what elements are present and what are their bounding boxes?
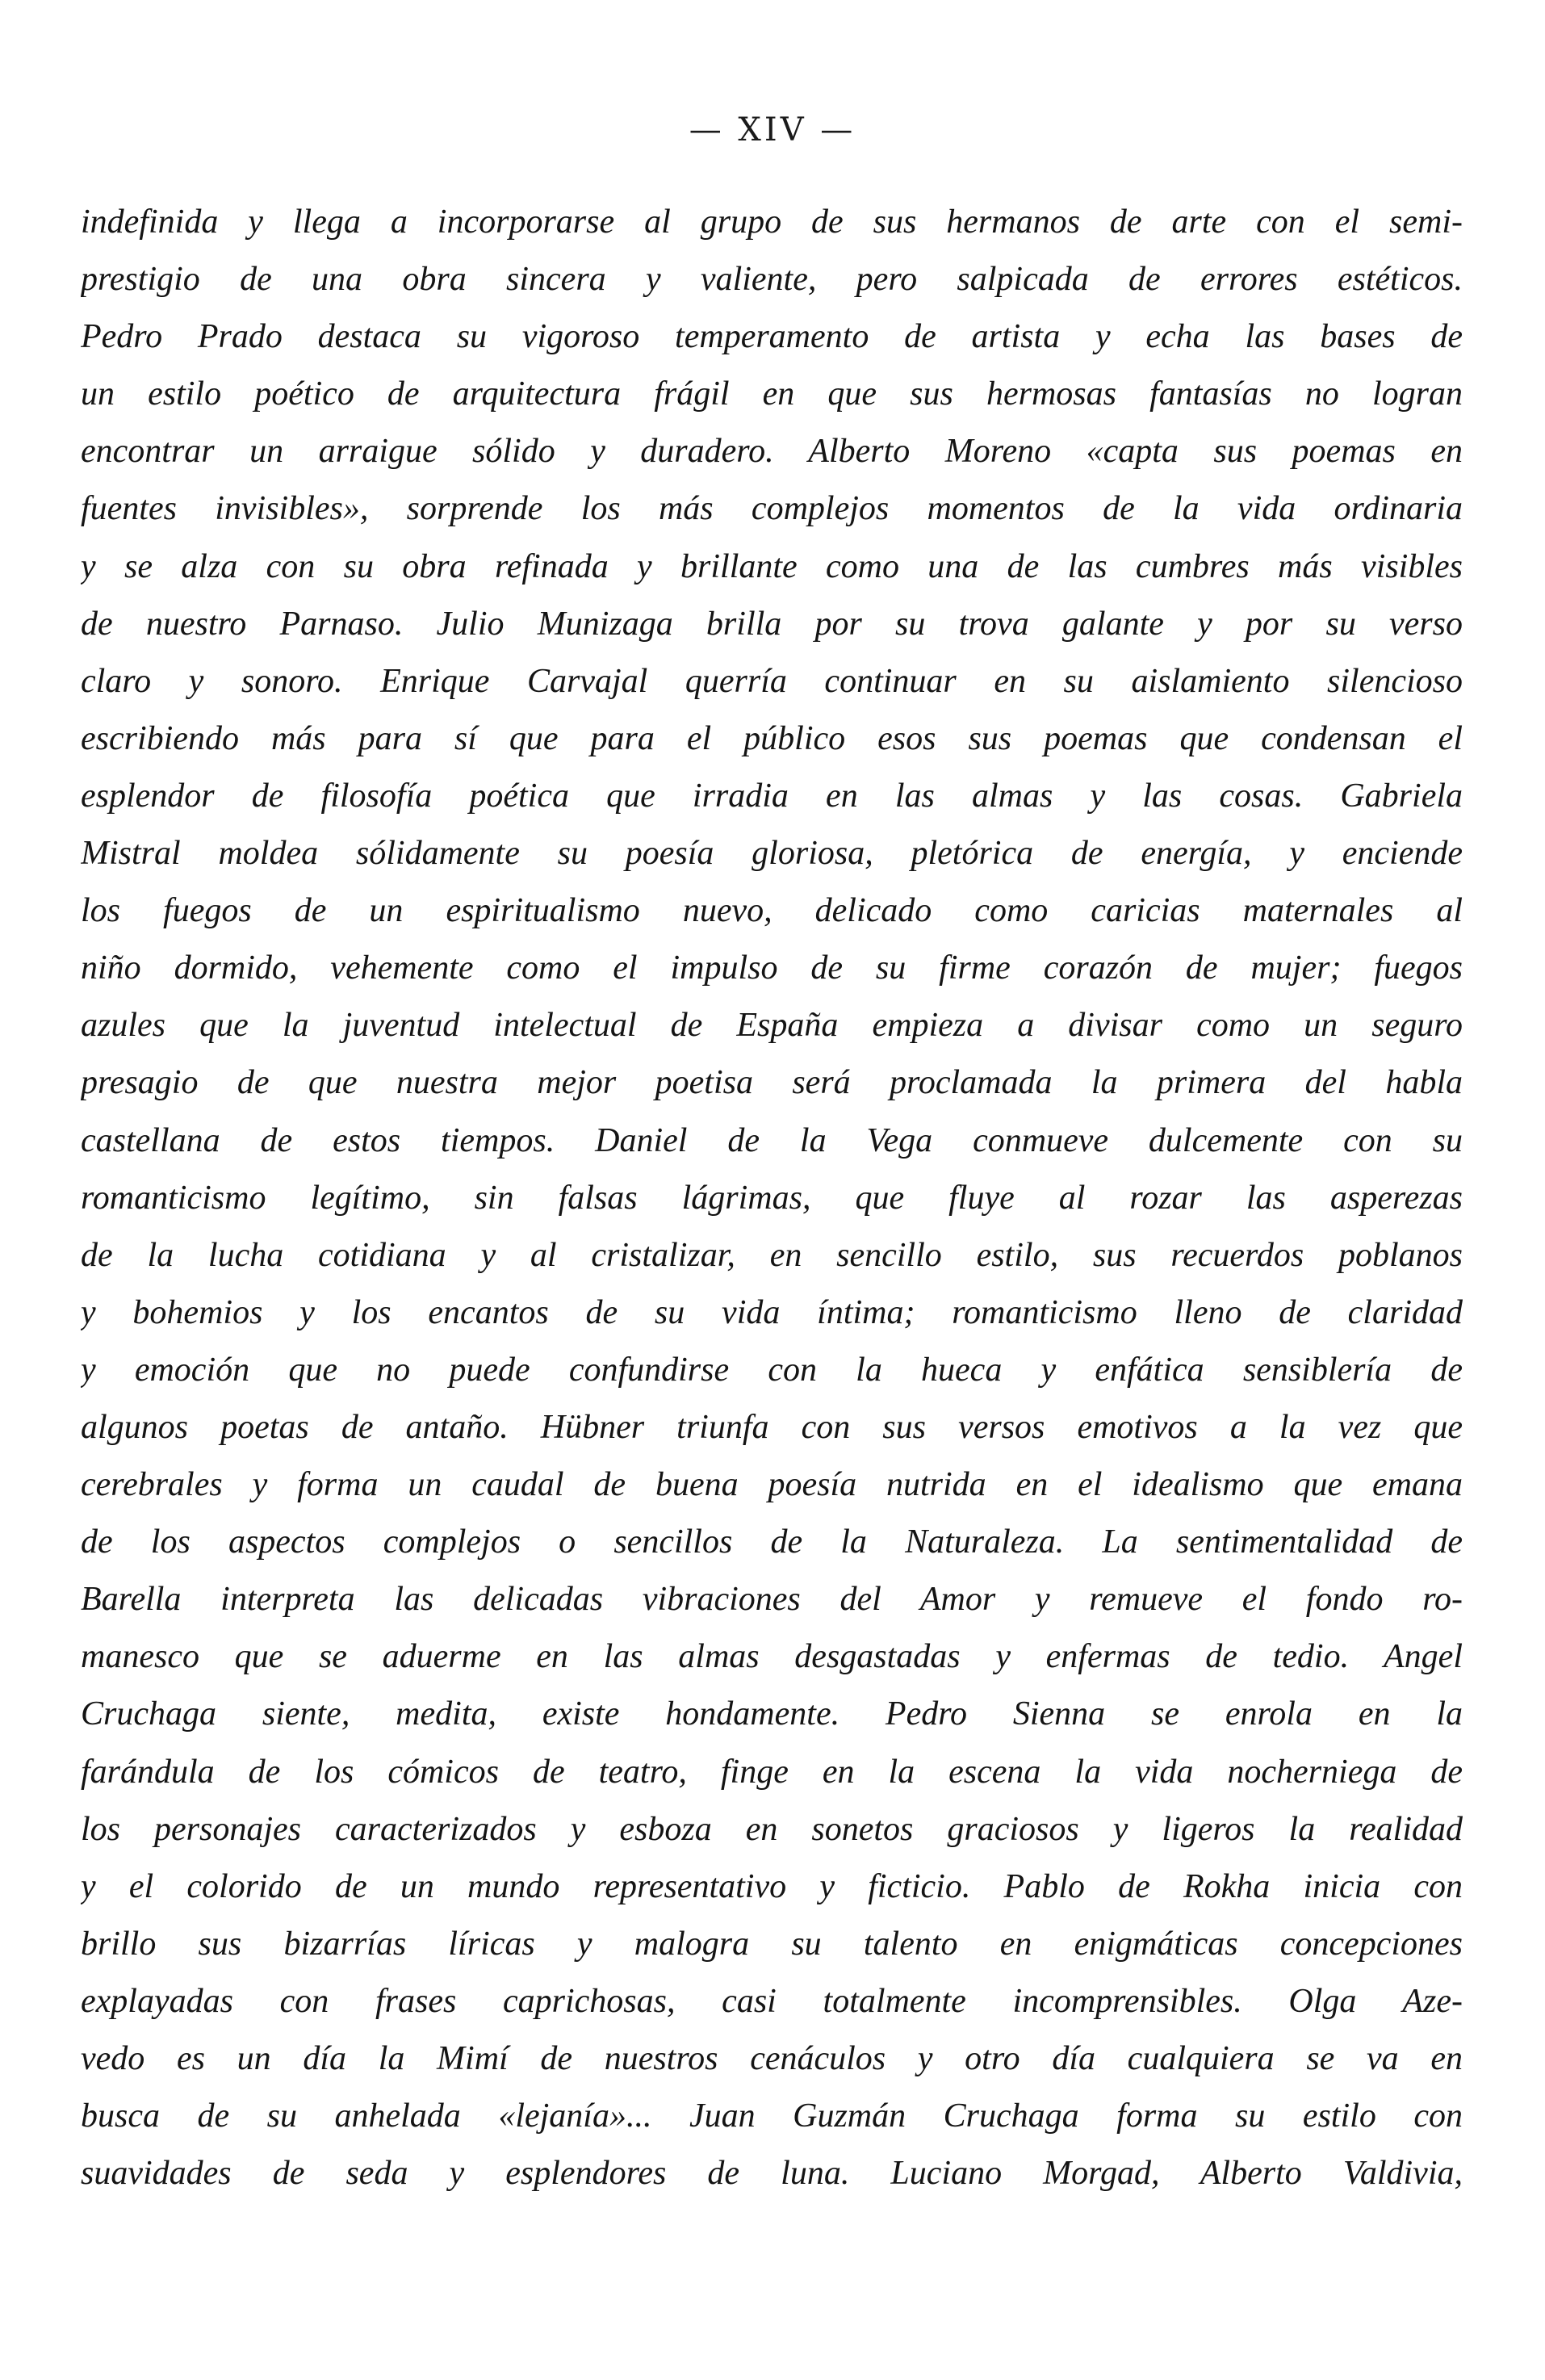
text-line: algunos poetas de antaño. Hübner triunfa con sus versos emotivos a la vez que [81, 1408, 1463, 1446]
text-line: Barella interpreta las delicadas vibraciones del Amor y remueve el fondo ro- [81, 1581, 1463, 1619]
text-line: romanticismo legítimo, sin falsas lágrimas, que fluye al rozar las asperezas [81, 1179, 1463, 1217]
text-line: Pedro Prado destaca su vigoroso temperamento de artista y echa las bases de [81, 318, 1463, 356]
text-line: de nuestro Parnaso. Julio Munizaga brilla por su trova galante y por su verso [81, 605, 1463, 643]
text-line: niño dormido, vehemente como el impulso de su firme corazón de mujer; fuegos [81, 949, 1463, 987]
text-line: y bohemios y los encantos de su vida íntima; romanticismo lleno de claridad [81, 1293, 1463, 1331]
text-line: castellana de estos tiempos. Daniel de la Vega conmueve dulcemente con su [81, 1121, 1463, 1159]
text-line: los fuegos de un espiritualismo nuevo, delicado como caricias maternales al [81, 892, 1463, 930]
text-line: Cruchaga siente, medita, existe hondamente. Pedro Sienna se enrola en la [81, 1695, 1463, 1733]
text-line: brillo sus bizarrías líricas y malogra su talento en enigmáticas concepciones [81, 1925, 1463, 1963]
text-line: los personajes caracterizados y esboza en sonetos graciosos y ligeros la realidad [81, 1810, 1463, 1848]
text-line: vedo es un día la Mimí de nuestros cenáculos y otro día cualquiera se va en [81, 2040, 1463, 2077]
text-line: un estilo poético de arquitectura frágil en que sus hermosas fantasías no logran [81, 375, 1463, 413]
text-line: claro y sonoro. Enrique Carvajal querría continuar en su aislamiento silencioso [81, 662, 1463, 700]
text-line: explayadas con frases caprichosas, casi totalmente incomprensibles. Olga Aze- [81, 1982, 1463, 2020]
text-line: indefinida y llega a incorporarse al grupo de sus hermanos de arte con el semi- [81, 203, 1463, 241]
body-text [81, 194, 1463, 2202]
text-line: presagio de que nuestra mejor poetisa será proclamada la primera del habla [81, 1064, 1463, 1102]
text-line: y el colorido de un mundo representativo y ficticio. Pablo de Rokha inicia con [81, 1867, 1463, 1905]
text-line: prestigio de una obra sincera y valiente, pero salpicada de errores estéticos. [81, 261, 1463, 299]
text-line: manesco que se aduerme en las almas desgastadas y enfermas de tedio. Angel [81, 1638, 1463, 1676]
text-line: busca de su anhelada «lejanía»... Juan Guzmán Cruchaga forma su estilo con [81, 2097, 1463, 2135]
text-line: farándula de los cómicos de teatro, finge en la escena la vida nocherniega de [81, 1753, 1463, 1791]
text-line: encontrar un arraigue sólido y duradero. Alberto Moreno «capta sus poemas en [81, 433, 1463, 471]
text-line: suavidades de seda y esplendores de luna. Luciano Morgad, Alberto Valdivia, [81, 2155, 1463, 2193]
text-line: y se alza con su obra refinada y brillante como una de las cumbres más visibles [81, 547, 1463, 585]
text-line: de los aspectos complejos o sencillos de la Naturaleza. La sentimentalidad de [81, 1523, 1463, 1561]
text-line: de la lucha cotidiana y al cristalizar, en sencillo estilo, sus recuerdos poblanos [81, 1236, 1463, 1274]
text-line: Mistral moldea sólidamente su poesía gloriosa, pletórica de energía, y enciende [81, 835, 1463, 873]
text-line: escribiendo más para sí que para el público esos sus poemas que condensan el [81, 719, 1463, 757]
text-line: y emoción que no puede confundirse con la hueca y enfática sensiblería de [81, 1351, 1463, 1389]
text-line: fuentes invisibles», sorprende los más complejos momentos de la vida ordinaria [81, 490, 1463, 528]
text-line: cerebrales y forma un caudal de buena poesía nutrida en el idealismo que emana [81, 1466, 1463, 1504]
text-line: esplendor de filosofía poética que irradia en las almas y las cosas. Gabriela [81, 777, 1463, 815]
page-number: — XIV — [689, 111, 856, 149]
text-line: azules que la juventud intelectual de España empieza a divisar como un seguro [81, 1007, 1463, 1045]
